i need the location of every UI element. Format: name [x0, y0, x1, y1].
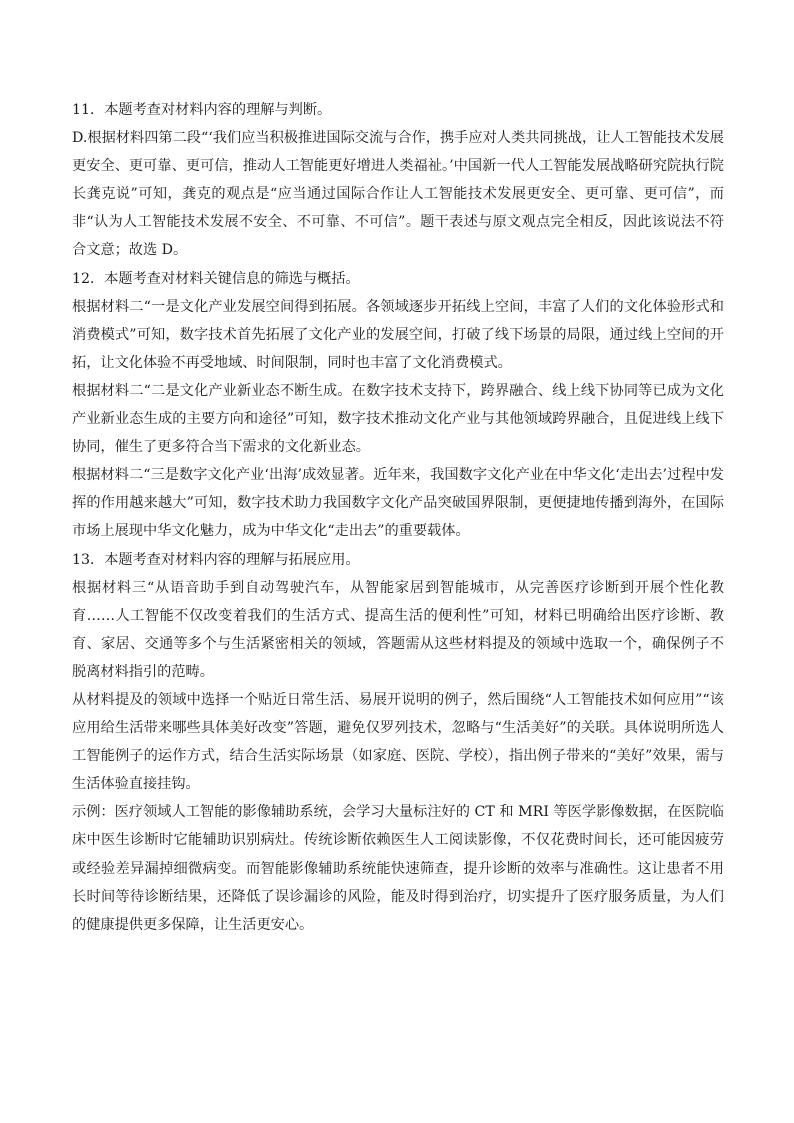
question-13-example: 示例：医疗领域人工智能的影像辅助系统，会学习大量标注好的 CT 和 MRI 等医学影像数据，在医院临床中医生诊断时它能辅助识别病灶。传统诊断依赖医生人工阅读影像，不仅花费时间长，还可能因疲劳或经验差异漏掉细微病变。而智能影像辅助系统能快速筛查，提升诊断的效率与准确性。这让患者不用长时间等待诊断结果，还降低了误诊漏诊的风险，能及时得到治疗，切实提升了医疗服务质量，为人们的健康提供更多保障，让生活更安心。 [72, 804, 724, 933]
question-13-material-basis: 根据材料三“从语音助手到自动驾驶汽车，从智能家居到智能城市，从完善医疗诊断到开展个性化教育……人工智能不仅改变着我们的生活方式、提高生活的便利性”可知，材料已明确给出医疗诊断、教育、家居、交通等多个与生活紧密相关的领域，答题需从这些材料提及的领域中选取一个，确保例子不脱离材料指引的范畴。 [72, 579, 724, 680]
question-12-point-2: 根据材料二“二是文化产业新业态不断生成。在数字技术支持下，跨界融合、线上线下协同等已成为文化产业新业态生成的主要方向和途径”可知，数字技术推动文化产业与其他领域跨界融合，且促进线上线下协同，催生了更多符合当下需求的文化新业态。 [72, 382, 724, 456]
question-13-heading: 13．本题考查对材料内容的理解与拓展应用。 [72, 551, 360, 568]
answer-explanation-page [72, 96, 724, 939]
question-13-method: 从材料提及的领域中选择一个贴近日常生活、易展开说明的例子，然后围绕“人工智能技术如何应用”“该应用给生活带来哪些具体美好改变”答题，避免仅罗列技术，忽略与“生活美好”的关联。具体说明所选人工智能例子的运作方式，结合生活实际场景（如家庭、医院、学校），指出例子带来的“美好”效果，需与生活体验直接挂钩。 [72, 691, 724, 793]
question-12-point-1: 根据材料二“一是文化产业发展空间得到拓展。各领域逐步开拓线上空间，丰富了人们的文化体验形式和消费模式”可知，数字技术首先拓展了文化产业的发展空间，打破了线下场景的局限，通过线上空间的开拓，让文化体验不再受地域、时间限制，同时也丰富了文化消费模式。 [72, 298, 724, 371]
question-12-heading: 12．本题考查对材料关键信息的筛选与概括。 [72, 270, 360, 287]
question-11-analysis: D.根据材料四第二段“‘我们应当积极推进国际交流与合作，携手应对人类共同挑战，让人工智能技术发展更安全、更可靠、更可信，推动人工智能更好增进人类福祉。’中国新一代人工智能发展战略研究院执行院长龚克说”可知，龚克的观点是“应当通过国际合作让人工智能技术发展更安全、更可靠、更可信”，而非“认为人工智能技术发展不安全、不可靠、不可信”。题干表述与原文观点完全相反，因此该说法不符合文意；故选 D。 [72, 130, 724, 259]
question-12-point-3: 根据材料二“三是数字文化产业‘出海’成效显著。近年来，我国数字文化产业在中华文化‘走出去’过程中发挥的作用越来越大”可知，数字技术助力我国数字文化产品突破国界限制，更便捷地传播到海外，在国际市场上展现中华文化魅力，成为中华文化“走出去”的重要载体。 [72, 467, 724, 540]
question-11-heading: 11．本题考查对材料内容的理解与判断。 [72, 102, 332, 118]
